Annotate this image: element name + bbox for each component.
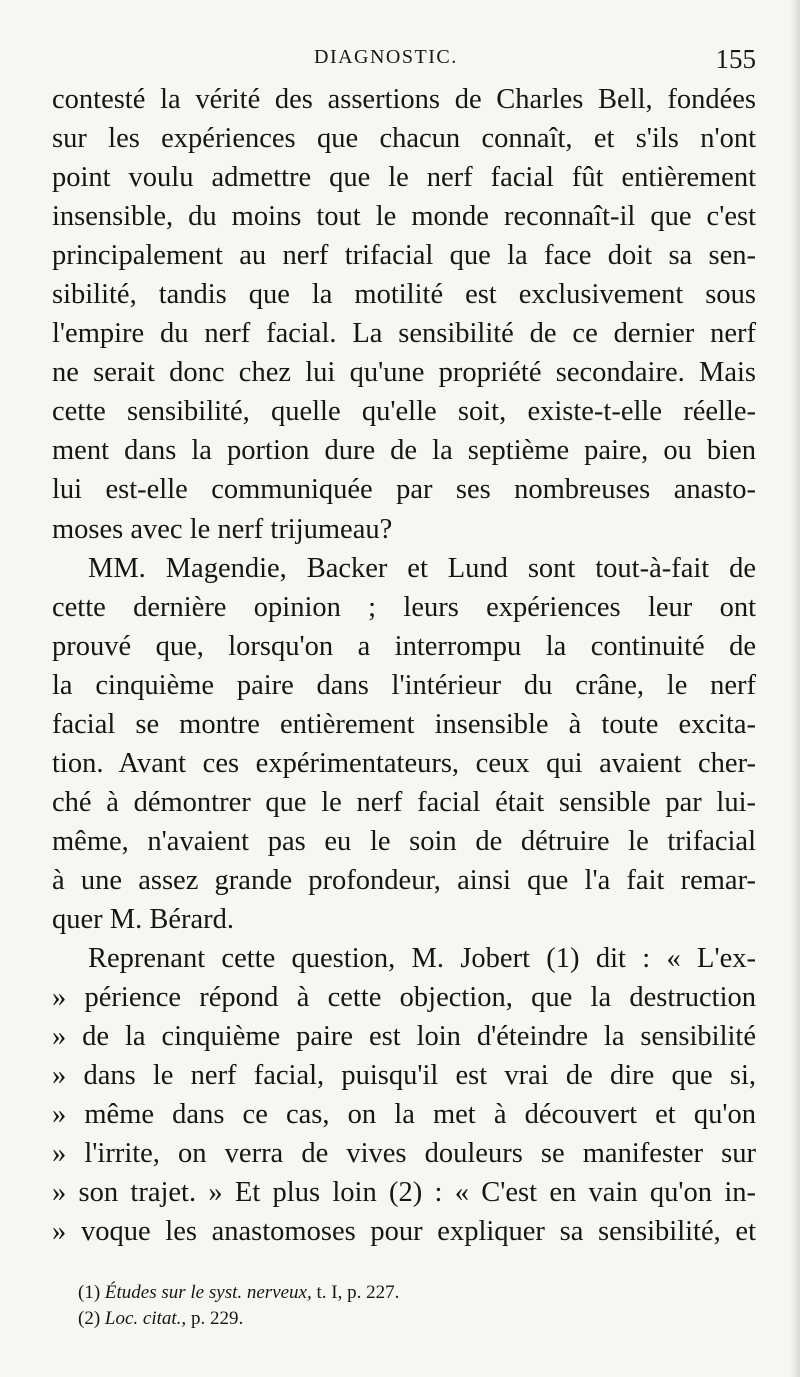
footnotes: [78, 1280, 738, 1332]
text-line: facial se montre entièrement insensible à toute excita-: [52, 708, 756, 740]
footnote-1: [78, 1280, 738, 1306]
body-text: [52, 80, 756, 1251]
text-line: » dans le nerf facial, puisqu'il est vrai de dire que si,: [52, 1060, 756, 1092]
footnote-reference: t. I, p. 227.: [316, 1282, 400, 1303]
text-line: prouvé que, lorsqu'on a interrompu la continuité de: [52, 630, 756, 662]
text-line: moses avec le nerf trijumeau?: [52, 513, 393, 545]
text-line: principalement au nerf trifacial que la face doit sa sen-: [52, 240, 756, 272]
footnote-marker: (2): [78, 1308, 101, 1329]
text-line: sur les expériences que chacun connaît, et s'ils n'ont: [52, 123, 756, 155]
text-line: ment dans la portion dure de la septième paire, ou bien: [52, 435, 756, 467]
text-line: cette dernière opinion ; leurs expériences leur ont: [52, 591, 756, 623]
text-line: » l'irrite, on verra de vives douleurs se manifester sur: [52, 1138, 756, 1170]
footnote-marker: (1): [78, 1282, 101, 1303]
text-line: à une assez grande profondeur, ainsi que l'a fait remar-: [52, 864, 756, 896]
footnote-reference: p. 229.: [190, 1308, 244, 1329]
text-line: » périence répond à cette objection, que la destruction: [52, 982, 756, 1014]
text-line: tion. Avant ces expérimentateurs, ceux qui avaient cher-: [52, 747, 756, 779]
footnote-title: Loc. citat.,: [104, 1308, 187, 1329]
page-header: [52, 44, 756, 76]
text-line: ne serait donc chez lui qu'une propriété secondaire. Mais: [52, 357, 756, 389]
text-line: sibilité, tandis que la motilité est exclusivement sous: [52, 279, 756, 311]
text-line: MM. Magendie, Backer et Lund sont tout-à-fait de: [88, 552, 756, 584]
footnote-2: [78, 1306, 738, 1332]
text-line: » voque les anastomoses pour expliquer sa sensibilité, et: [52, 1216, 756, 1248]
text-line: » son trajet. » Et plus loin (2) : « C'est en vain qu'on in-: [52, 1177, 756, 1209]
text-line: » même dans ce cas, on la met à découvert et qu'on: [52, 1099, 756, 1131]
running-head: DIAGNOSTIC.: [314, 46, 458, 68]
text-line: ché à démontrer que le nerf facial était sensible par lui-: [52, 786, 756, 818]
text-line: insensible, du moins tout le monde reconnaît-il que c'est: [52, 201, 756, 233]
text-line: » de la cinquième paire est loin d'éteindre la sensibilité: [52, 1021, 756, 1053]
text-line: la cinquième paire dans l'intérieur du crâne, le nerf: [52, 669, 756, 701]
text-line: point voulu admettre que le nerf facial fût entièrement: [52, 162, 756, 194]
text-line: lui est-elle communiquée par ses nombreuses anasto-: [52, 474, 756, 506]
text-line: quer M. Bérard.: [52, 903, 235, 935]
footnote-title: Études sur le syst. nerveux,: [104, 1282, 312, 1303]
text-line: cette sensibilité, quelle qu'elle soit, existe-t-elle réelle-: [52, 396, 756, 428]
text-line: l'empire du nerf facial. La sensibilité de ce dernier nerf: [52, 318, 756, 350]
text-line: même, n'avaient pas eu le soin de détruire le trifacial: [52, 825, 756, 857]
text-line: Reprenant cette question, M. Jobert (1) dit : « L'ex-: [88, 943, 756, 975]
text-line: contesté la vérité des assertions de Charles Bell, fondées: [52, 84, 756, 115]
page-number: 155: [715, 44, 756, 74]
